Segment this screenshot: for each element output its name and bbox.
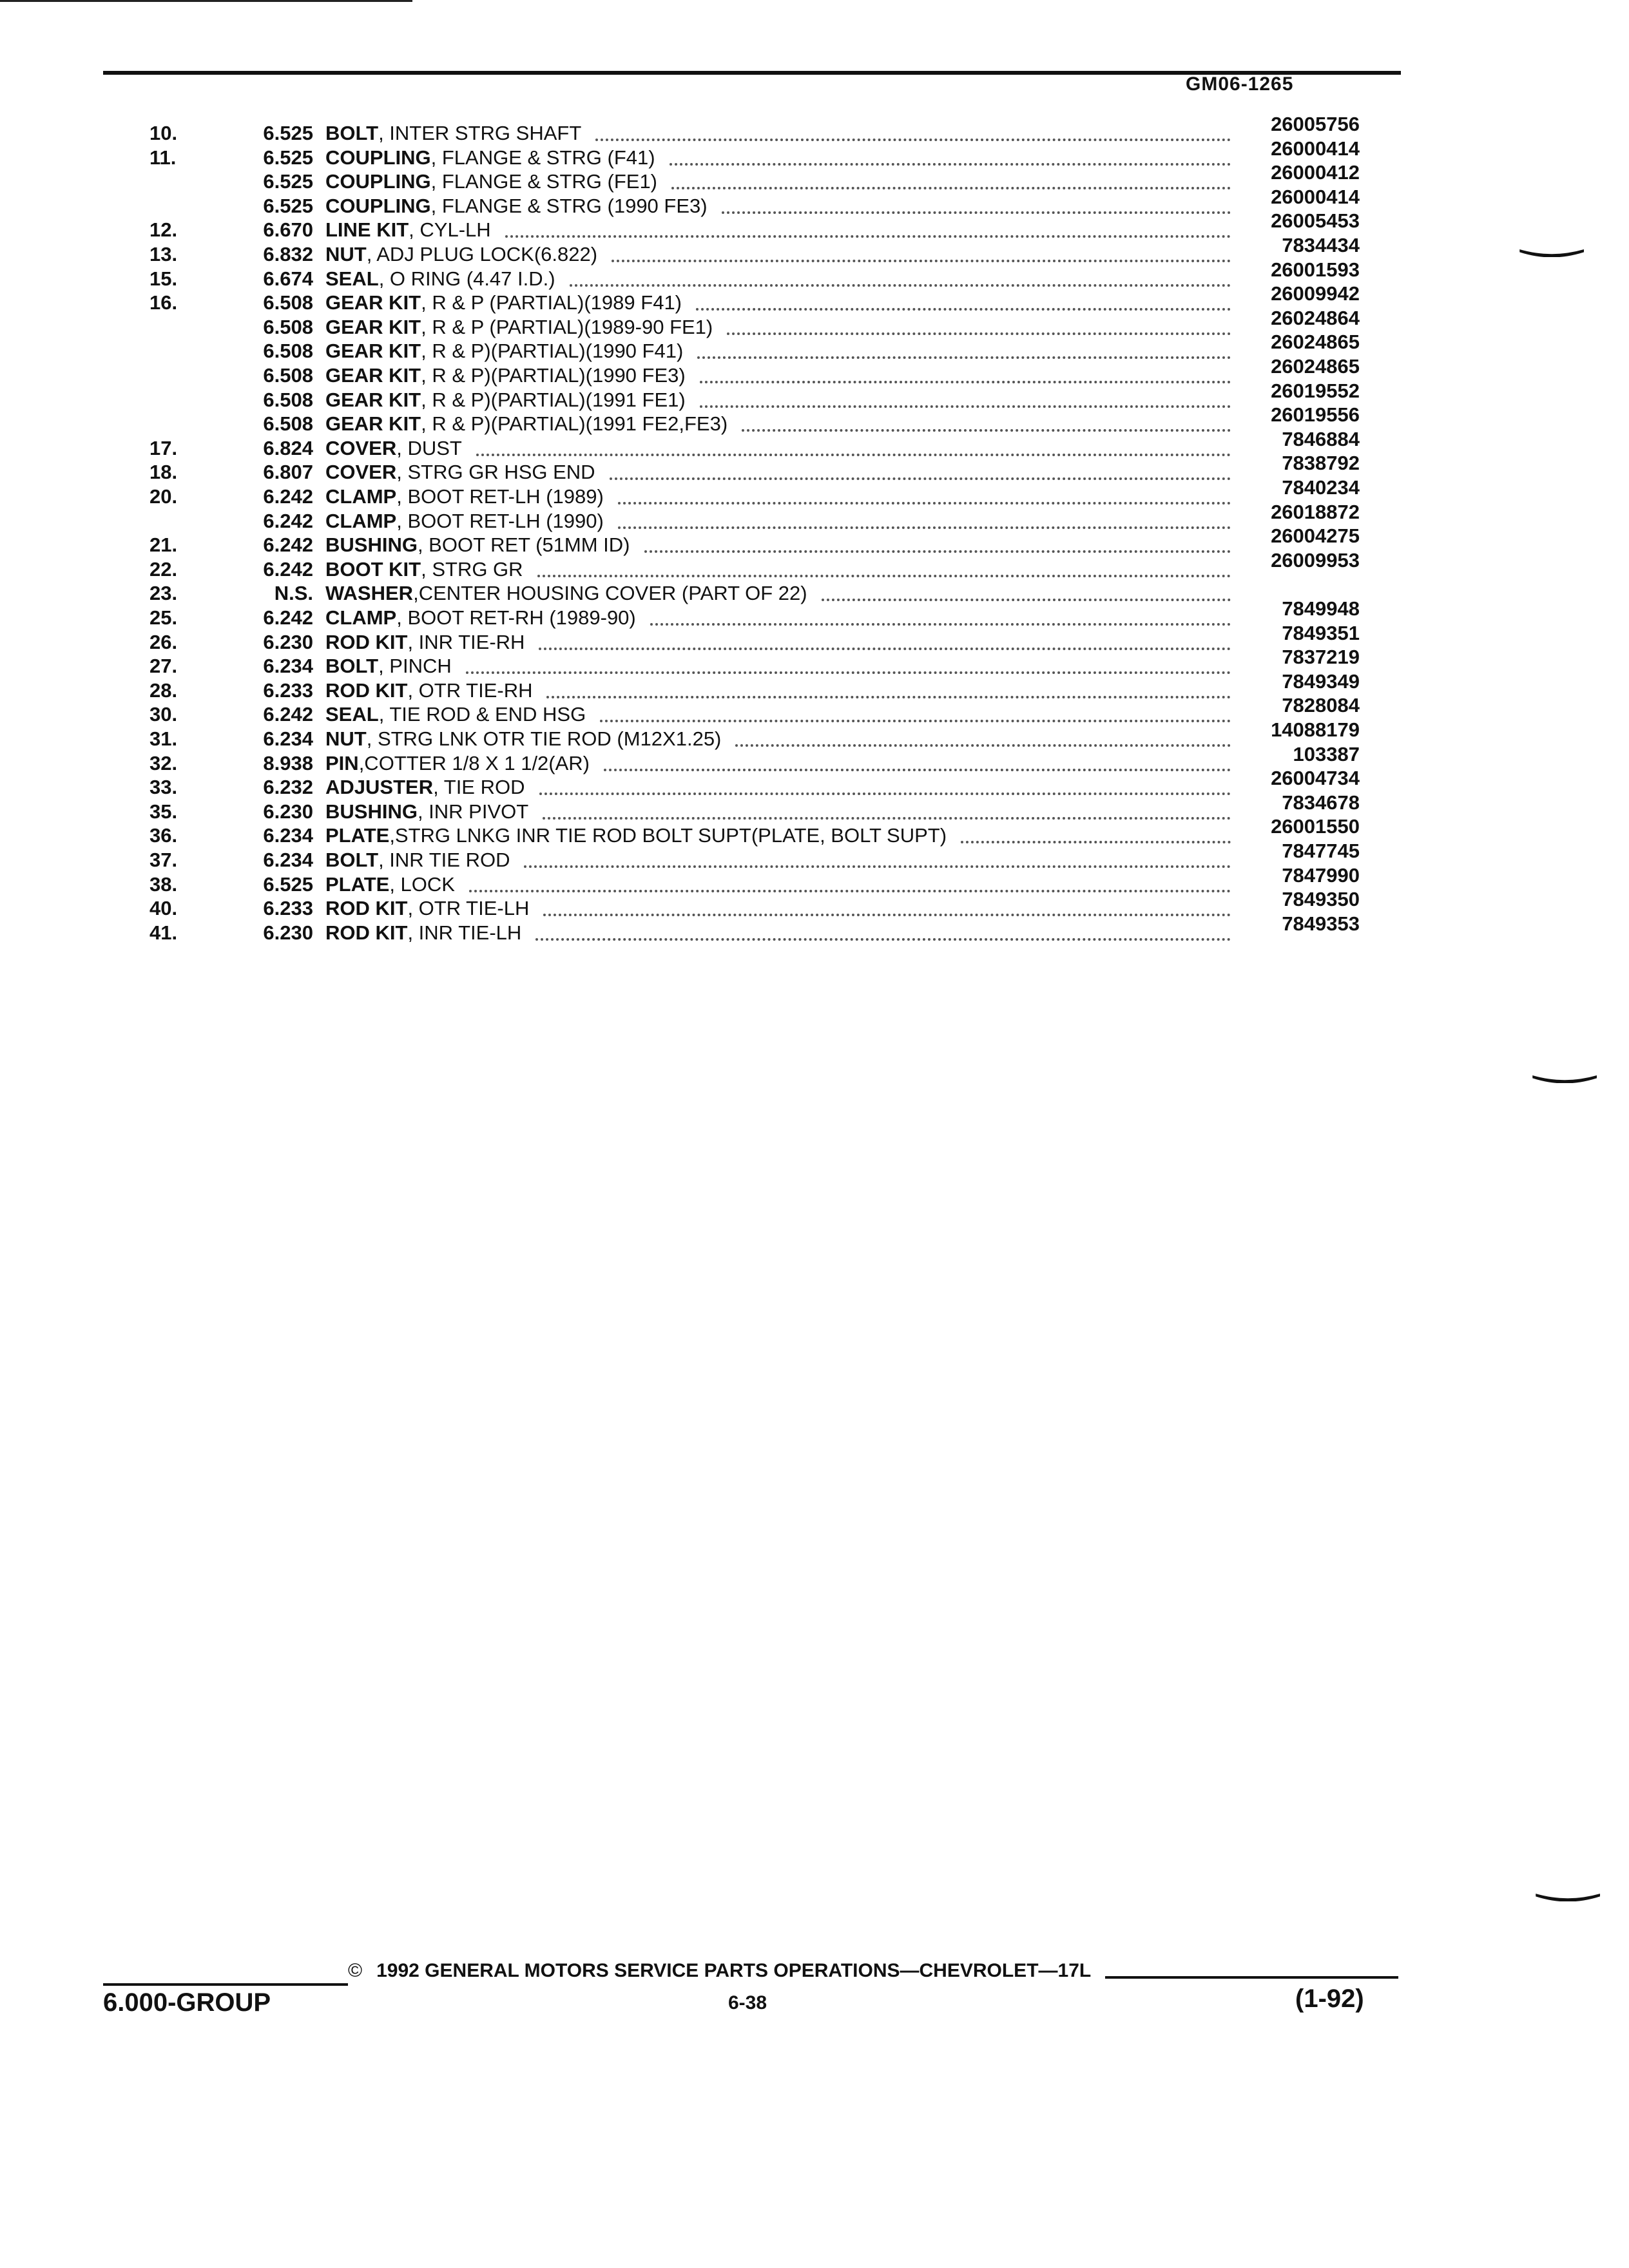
part-number: 7838792 <box>1282 452 1360 474</box>
group-number: 6.242 <box>263 606 313 629</box>
table-row <box>0 864 1629 897</box>
group-number: 6.670 <box>263 218 313 241</box>
group-label: 6.000-GROUP <box>103 1988 271 2017</box>
table-row <box>0 670 1629 703</box>
table-row <box>0 767 1629 800</box>
part-description <box>325 121 1236 146</box>
table-row <box>0 646 1629 678</box>
item-number: 36. <box>149 824 178 847</box>
dot-leader <box>505 235 1231 238</box>
group-number: 6.234 <box>263 727 313 750</box>
part-name: CLAMP <box>325 606 397 629</box>
part-name: CLAMP <box>325 510 397 532</box>
part-description <box>325 339 1236 363</box>
item-number: 40. <box>149 897 178 919</box>
item-number: 38. <box>149 873 178 896</box>
item-number: 28. <box>149 679 178 702</box>
dot-leader <box>537 575 1231 577</box>
table-row <box>0 331 1629 363</box>
part-name: BOOT KIT <box>325 558 421 581</box>
part-detail: , INR TIE-RH <box>407 631 525 653</box>
table-row <box>0 743 1629 776</box>
part-number: 26001593 <box>1271 258 1360 281</box>
part-name: SEAL <box>325 267 379 290</box>
group-number: 6.807 <box>263 461 313 483</box>
part-detail: ,CENTER HOUSING COVER (PART OF 22) <box>413 582 807 604</box>
dot-leader <box>476 454 1231 456</box>
part-number: 7849948 <box>1282 597 1360 620</box>
dot-leader <box>535 938 1231 941</box>
item-number: 32. <box>149 752 178 774</box>
part-name: GEAR KIT <box>325 389 421 411</box>
dot-leader <box>742 429 1231 432</box>
part-description <box>325 194 1236 218</box>
part-description <box>325 678 1236 703</box>
part-detail: , OTR TIE-RH <box>407 679 533 702</box>
group-number: 6.230 <box>263 921 313 944</box>
dot-leader <box>546 696 1231 698</box>
dot-leader <box>722 211 1231 214</box>
part-detail: , FLANGE & STRG (FE1) <box>430 170 658 193</box>
part-detail: , FLANGE & STRG (F41) <box>430 146 655 169</box>
group-number: 6.242 <box>263 703 313 726</box>
table-row <box>0 355 1629 388</box>
item-number: 16. <box>149 291 178 314</box>
part-description <box>325 267 1236 291</box>
part-number: 26018872 <box>1271 501 1360 523</box>
part-detail: , BOOT RET-LH (1990) <box>396 510 604 532</box>
part-name: SEAL <box>325 703 379 726</box>
part-detail: , INR PIVOT <box>417 800 529 823</box>
part-number: 7846884 <box>1282 428 1360 450</box>
part-description <box>325 630 1236 655</box>
part-detail: , INR TIE ROD <box>378 849 510 871</box>
table-row <box>0 307 1629 340</box>
part-detail: , CYL-LH <box>409 218 491 241</box>
table-row <box>0 234 1629 267</box>
dot-leader <box>539 793 1231 795</box>
part-name: ROD KIT <box>325 679 408 702</box>
table-row <box>0 501 1629 533</box>
group-number: 6.232 <box>263 776 313 798</box>
part-number: 7828084 <box>1282 694 1360 716</box>
part-description <box>325 291 1236 315</box>
part-description <box>325 169 1236 194</box>
part-description <box>325 800 1236 824</box>
part-number: 7849353 <box>1282 912 1360 935</box>
part-number: 26004734 <box>1271 767 1360 789</box>
part-name: COUPLING <box>325 195 431 217</box>
part-number: 7834434 <box>1282 234 1360 256</box>
dot-leader <box>644 550 1231 553</box>
part-name: GEAR KIT <box>325 316 421 338</box>
dot-leader <box>822 599 1231 601</box>
group-number: 8.938 <box>263 752 313 774</box>
part-detail: , BOOT RET-LH (1989) <box>396 485 604 508</box>
document-id: GM06-1265 <box>1186 73 1294 95</box>
part-detail: , INR TIE-LH <box>407 921 522 944</box>
part-detail: , R & P)(PARTIAL)(1990 F41) <box>421 340 684 362</box>
group-number: 6.233 <box>263 679 313 702</box>
part-name: COUPLING <box>325 170 431 193</box>
part-name: NUT <box>325 727 367 750</box>
dot-leader <box>600 720 1231 722</box>
group-number: 6.242 <box>263 558 313 581</box>
part-detail: , TIE ROD <box>433 776 525 798</box>
table-row <box>0 840 1629 872</box>
part-detail: , STRG GR <box>421 558 523 581</box>
part-description <box>325 533 1236 557</box>
dot-leader <box>700 405 1231 408</box>
part-name: COVER <box>325 461 397 483</box>
group-number: 6.242 <box>263 510 313 532</box>
part-name: PLATE <box>325 824 390 847</box>
part-number: 26019552 <box>1271 380 1360 402</box>
part-description <box>325 363 1236 388</box>
dot-leader <box>696 308 1231 311</box>
part-number: 26005756 <box>1271 113 1360 135</box>
group-number: 6.824 <box>263 437 313 459</box>
part-number: 26001550 <box>1271 815 1360 838</box>
copyright-line <box>348 1960 1398 1982</box>
part-description <box>325 823 1236 848</box>
part-detail: , STRG LNK OTR TIE ROD (M12X1.25) <box>366 727 722 750</box>
dot-leader <box>469 890 1231 892</box>
dot-leader <box>650 623 1231 626</box>
group-number: 6.525 <box>263 170 313 193</box>
date-code: (1-92) <box>1295 1984 1364 2013</box>
part-name: ADJUSTER <box>325 776 434 798</box>
item-number: 21. <box>149 533 178 556</box>
part-detail: , R & P (PARTIAL)(1989-90 FE1) <box>421 316 713 338</box>
group-number: 6.832 <box>263 243 313 265</box>
table-row <box>0 186 1629 218</box>
copyright-rule <box>1105 1976 1398 1979</box>
part-number: 26004275 <box>1271 524 1360 547</box>
part-detail: , R & P)(PARTIAL)(1991 FE2,FE3) <box>421 412 728 435</box>
group-number: 6.525 <box>263 873 313 896</box>
part-number: 7834678 <box>1282 791 1360 814</box>
part-name: COVER <box>325 437 397 459</box>
part-name: BUSHING <box>325 533 418 556</box>
scan-edge-line <box>0 0 412 2</box>
item-number: 15. <box>149 267 178 290</box>
table-row <box>0 694 1629 727</box>
item-number: 22. <box>149 558 178 581</box>
part-detail: , OTR TIE-LH <box>407 897 530 919</box>
part-detail: , DUST <box>396 437 462 459</box>
table-row <box>0 258 1629 291</box>
group-number: 6.242 <box>263 485 313 508</box>
item-number: 26. <box>149 631 178 653</box>
item-number: 37. <box>149 849 178 871</box>
part-number: 7849349 <box>1282 670 1360 693</box>
part-name: ROD KIT <box>325 631 408 653</box>
part-detail: ,COTTER 1/8 X 1 1/2(AR) <box>358 752 590 774</box>
group-number: 6.525 <box>263 146 313 169</box>
part-description <box>325 388 1236 412</box>
part-detail: , O RING (4.47 I.D.) <box>378 267 555 290</box>
copyright-symbol: © <box>348 1960 363 1981</box>
item-number: 31. <box>149 727 178 750</box>
part-description <box>325 775 1236 800</box>
group-number: 6.508 <box>263 364 313 387</box>
binder-hole-mark: ‿ <box>1536 1032 1594 1082</box>
part-description <box>325 751 1236 776</box>
table-row <box>0 912 1629 945</box>
part-name: COUPLING <box>325 146 431 169</box>
part-number: 26009953 <box>1271 549 1360 572</box>
dot-leader <box>618 526 1231 529</box>
table-row <box>0 888 1629 921</box>
part-number: 26019556 <box>1271 403 1360 426</box>
part-name: GEAR KIT <box>325 364 421 387</box>
table-row <box>0 452 1629 485</box>
group-number: 6.242 <box>263 533 313 556</box>
group-number: 6.234 <box>263 849 313 871</box>
dot-leader <box>466 671 1231 674</box>
binder-hole-mark: ‿ <box>1539 1850 1597 1901</box>
group-number: 6.230 <box>263 800 313 823</box>
part-description <box>325 146 1236 170</box>
part-number: 26024865 <box>1271 331 1360 353</box>
part-detail: , TIE ROD & END HSG <box>378 703 586 726</box>
dot-leader <box>570 284 1231 287</box>
group-number: 6.234 <box>263 655 313 677</box>
item-number: 17. <box>149 437 178 459</box>
part-number: 7837219 <box>1282 646 1360 668</box>
part-name: GEAR KIT <box>325 291 421 314</box>
part-detail: , INTER STRG SHAFT <box>378 122 582 144</box>
part-description <box>325 921 1236 945</box>
part-detail: , R & P)(PARTIAL)(1990 FE3) <box>421 364 686 387</box>
binder-hole-mark: ‿ <box>1523 206 1581 256</box>
item-number: 30. <box>149 703 178 726</box>
part-name: GEAR KIT <box>325 412 421 435</box>
dot-leader <box>539 648 1231 650</box>
table-row <box>0 597 1629 630</box>
table-row <box>0 428 1629 461</box>
part-detail: , FLANGE & STRG (1990 FE3) <box>430 195 708 217</box>
part-name: BUSHING <box>325 800 418 823</box>
group-number: 6.508 <box>263 340 313 362</box>
part-number: 26000412 <box>1271 161 1360 184</box>
dot-leader <box>735 744 1231 747</box>
item-number: 13. <box>149 243 178 265</box>
dot-leader <box>612 260 1231 262</box>
part-detail: , PINCH <box>378 655 452 677</box>
table-row <box>0 718 1629 751</box>
part-name: PLATE <box>325 873 390 896</box>
dot-leader <box>524 865 1231 868</box>
part-number: 7849351 <box>1282 622 1360 644</box>
dot-leader <box>700 381 1231 383</box>
table-row <box>0 282 1629 315</box>
item-number: 33. <box>149 776 178 798</box>
page-number: 6-38 <box>728 1992 767 2013</box>
part-number: 14088179 <box>1271 718 1360 741</box>
item-number: 23. <box>149 582 178 604</box>
part-name: LINE KIT <box>325 218 409 241</box>
group-number: 6.508 <box>263 389 313 411</box>
dot-leader <box>604 769 1231 771</box>
group-number: 6.230 <box>263 631 313 653</box>
table-row <box>0 581 1629 606</box>
part-number: 7840234 <box>1282 476 1360 499</box>
part-detail: ,STRG LNKG INR TIE ROD BOLT SUPT(PLATE, BOLT SUPT) <box>389 824 947 847</box>
table-row <box>0 815 1629 848</box>
part-detail: , BOOT RET (51MM ID) <box>417 533 630 556</box>
part-name: PIN <box>325 752 359 774</box>
part-number: 26000414 <box>1271 186 1360 208</box>
part-name: BOLT <box>325 655 379 677</box>
dot-leader <box>961 841 1231 843</box>
dot-leader <box>618 502 1231 505</box>
part-number: 103387 <box>1293 743 1360 765</box>
group-number: 6.525 <box>263 122 313 144</box>
item-number: 35. <box>149 800 178 823</box>
part-number: 26009942 <box>1271 282 1360 305</box>
table-row <box>0 549 1629 582</box>
table-row <box>0 622 1629 655</box>
part-name: BOLT <box>325 849 379 871</box>
part-name: ROD KIT <box>325 897 408 919</box>
table-row <box>0 403 1629 436</box>
group-number: 6.508 <box>263 412 313 435</box>
part-detail: , ADJ PLUG LOCK(6.822) <box>366 243 598 265</box>
item-number: 11. <box>149 146 177 169</box>
group-number: 6.508 <box>263 291 313 314</box>
table-row <box>0 161 1629 194</box>
part-description <box>325 436 1236 461</box>
part-description <box>325 460 1236 485</box>
dot-leader <box>727 332 1231 335</box>
part-description <box>325 581 1236 606</box>
table-row <box>0 524 1629 557</box>
item-number: 12. <box>149 218 178 241</box>
part-description <box>325 896 1236 921</box>
part-name: WASHER <box>325 582 414 604</box>
part-name: CLAMP <box>325 485 397 508</box>
table-row <box>0 137 1629 170</box>
part-description <box>325 242 1236 267</box>
group-number: 6.234 <box>263 824 313 847</box>
dot-leader <box>670 163 1231 166</box>
table-row <box>0 209 1629 242</box>
item-number: 27. <box>149 655 178 677</box>
part-description <box>325 412 1236 436</box>
part-description <box>325 848 1236 872</box>
part-description <box>325 485 1236 509</box>
item-number: 10. <box>149 122 178 144</box>
table-row <box>0 791 1629 824</box>
group-number: N.S. <box>274 582 313 604</box>
part-description <box>325 727 1236 751</box>
dot-leader <box>543 914 1231 916</box>
part-description <box>325 654 1236 678</box>
table-row <box>0 380 1629 412</box>
part-description <box>325 872 1236 897</box>
part-description <box>325 606 1236 630</box>
part-detail: , BOOT RET-RH (1989-90) <box>396 606 636 629</box>
part-description <box>325 315 1236 340</box>
group-number: 6.233 <box>263 897 313 919</box>
footer-rule <box>103 1983 348 1986</box>
part-description <box>325 557 1236 582</box>
part-number: 7849350 <box>1282 888 1360 910</box>
group-number: 6.674 <box>263 267 313 290</box>
part-description <box>325 218 1236 242</box>
part-detail: , R & P (PARTIAL)(1989 F41) <box>421 291 682 314</box>
dot-leader <box>610 477 1231 480</box>
group-number: 6.525 <box>263 195 313 217</box>
dot-leader <box>671 187 1231 189</box>
part-detail: , LOCK <box>389 873 455 896</box>
group-number: 6.508 <box>263 316 313 338</box>
copyright-text: 1992 GENERAL MOTORS SERVICE PARTS OPERATIONS—CHEVROLET—17L <box>376 1960 1092 1981</box>
item-number: 18. <box>149 461 178 483</box>
dot-leader <box>595 139 1231 141</box>
table-row <box>0 476 1629 509</box>
part-number: 26024865 <box>1271 355 1360 378</box>
part-name: ROD KIT <box>325 921 408 944</box>
item-number: 20. <box>149 485 178 508</box>
dot-leader <box>543 817 1231 820</box>
part-name: BOLT <box>325 122 379 144</box>
part-detail: , R & P)(PARTIAL)(1991 FE1) <box>421 389 686 411</box>
table-row <box>0 113 1629 146</box>
item-number: 41. <box>149 921 178 944</box>
item-number: 25. <box>149 606 178 629</box>
part-name: NUT <box>325 243 367 265</box>
part-detail: , STRG GR HSG END <box>396 461 595 483</box>
part-number: 26024864 <box>1271 307 1360 329</box>
part-description <box>325 702 1236 727</box>
part-number: 7847990 <box>1282 864 1360 887</box>
part-description <box>325 509 1236 533</box>
part-number: 26005453 <box>1271 209 1360 232</box>
part-name: GEAR KIT <box>325 340 421 362</box>
dot-leader <box>697 356 1231 359</box>
part-number: 7847745 <box>1282 840 1360 862</box>
part-number: 26000414 <box>1271 137 1360 160</box>
